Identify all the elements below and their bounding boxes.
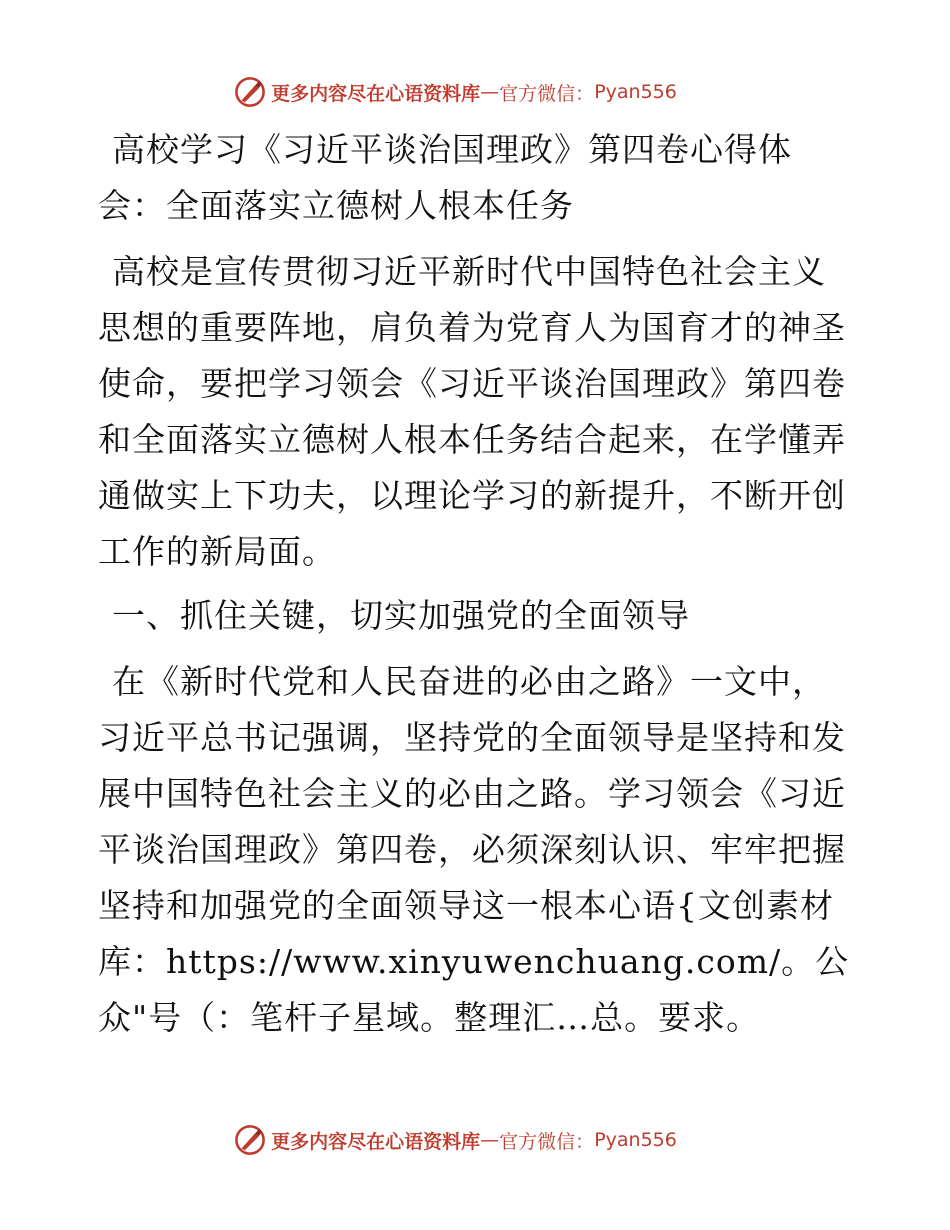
banner-separator: — xyxy=(480,1129,500,1151)
header-watermark-banner xyxy=(0,72,950,112)
banner-wechat-label: 官方微信： xyxy=(499,1130,595,1153)
banner-wechat-id: Pyan556 xyxy=(594,81,677,103)
pen-circle-logo-icon xyxy=(233,1123,267,1157)
document-body xyxy=(98,122,850,1046)
paragraph-2: 在《新时代党和人民奋进的必由之路》一文中，习近平总书记强调，坚持党的全面领导是坚持和发展中国特色社会主义的必由之路。学习领会《习近平谈治国理政》第四卷，必须深刻认识、牢牢把握坚持和加强党的全面领导这一根本心语{文创素材库：https://www.xinyuwenchuang.com/。公众"号（：笔杆子星域。整理汇…总。要求。 xyxy=(98,662,850,1037)
banner-separator: — xyxy=(480,81,500,103)
banner-wechat-id: Pyan556 xyxy=(594,1129,677,1151)
pen-circle-logo-icon xyxy=(233,75,267,109)
footer-watermark-banner xyxy=(0,1120,950,1160)
banner-site-text: 更多内容尽在心语资料库 xyxy=(271,82,481,105)
paragraph-1: 高校是宣传贯彻习近平新时代中国特色社会主义思想的重要阵地，肩负着为党育人为国育才的神圣使命，要把学习领会《习近平谈治国理政》第四卷和全面落实立德树人根本任务结合起来，在学懂弄通做实上下功夫，以理论学习的新提升，不断开创工作的新局面。 xyxy=(98,252,846,571)
document-title: 高校学习《习近平谈治国理政》第四卷心得体会：全面落实立德树人根本任务 xyxy=(98,130,792,225)
section-heading-1: 一、抓住关键，切实加强党的全面领导 xyxy=(112,596,690,635)
banner-wechat-label: 官方微信： xyxy=(499,82,595,105)
banner-site-text: 更多内容尽在心语资料库 xyxy=(271,1130,481,1153)
